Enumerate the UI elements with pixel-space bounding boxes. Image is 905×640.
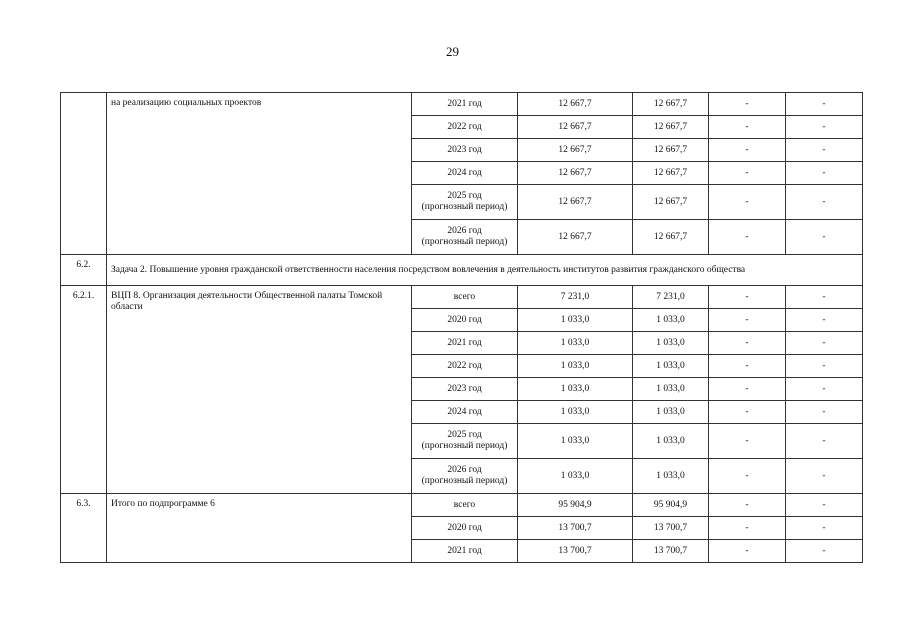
amount-total: 1 033,0 [518,355,633,378]
amount-other: - [786,355,863,378]
amount-total: 13 700,7 [518,540,633,563]
amount-total: 1 033,0 [518,459,633,494]
amount-total: 12 667,7 [518,162,633,185]
amount-federal: - [709,93,786,116]
period-cell [412,494,518,517]
period-year: 2022 год [447,360,482,371]
table-row [61,494,863,517]
item-name: на реализацию социальных проектов [107,93,412,255]
amount-other: - [786,185,863,220]
amount-federal: - [709,220,786,255]
amount-total: 1 033,0 [518,424,633,459]
period-note: (прогнозный период) [421,237,508,247]
item-name: ВЦП 8. Организация деятельности Общественной палаты Томской области [107,286,412,494]
amount-other: - [786,459,863,494]
amount-federal: - [709,286,786,309]
period-cell [412,185,518,220]
amount-regional: 12 667,7 [633,93,709,116]
page-number: 29 [446,44,459,59]
budget-table [60,92,863,563]
amount-regional: 7 231,0 [633,286,709,309]
period-year: 2022 год [447,121,482,132]
period-year: 2021 год [447,98,482,109]
period-year: 2025 год [447,430,482,440]
row-number: 6.2.1. [61,286,107,494]
period-year: 2023 год [447,144,482,155]
amount-federal: - [709,540,786,563]
period-cell [412,116,518,139]
amount-other: - [786,309,863,332]
amount-other: - [786,517,863,540]
amount-federal: - [709,378,786,401]
amount-regional: 1 033,0 [633,459,709,494]
period-year: 2020 год [447,314,482,325]
period-year: 2026 год [447,465,482,475]
period-cell [412,378,518,401]
task-title: Задача 2. Повышение уровня гражданской ответственности населения посредством вовлечения в деятельность институтов развития гражданского общества [107,255,863,286]
amount-total: 1 033,0 [518,309,633,332]
row-number: 6.2. [61,255,107,286]
amount-total: 1 033,0 [518,401,633,424]
period-year: 2023 год [447,383,482,394]
amount-other: - [786,286,863,309]
period-year: 2020 год [447,522,482,533]
period-cell [412,424,518,459]
period-year: 2021 год [447,545,482,556]
amount-total: 12 667,7 [518,185,633,220]
amount-federal: - [709,162,786,185]
period-cell [412,162,518,185]
amount-regional: 12 667,7 [633,162,709,185]
period-cell [412,332,518,355]
amount-regional: 1 033,0 [633,378,709,401]
amount-other: - [786,162,863,185]
amount-total: 1 033,0 [518,378,633,401]
amount-federal: - [709,309,786,332]
amount-federal: - [709,116,786,139]
row-number [61,93,107,255]
amount-federal: - [709,459,786,494]
amount-federal: - [709,424,786,459]
period-cell [412,286,518,309]
amount-federal: - [709,401,786,424]
amount-total: 12 667,7 [518,116,633,139]
amount-other: - [786,220,863,255]
amount-regional: 12 667,7 [633,185,709,220]
period-cell [412,220,518,255]
amount-total: 13 700,7 [518,517,633,540]
period-cell [412,517,518,540]
amount-total: 12 667,7 [518,93,633,116]
period-year: всего [453,291,476,302]
period-cell [412,139,518,162]
table-row [61,286,863,309]
amount-regional: 13 700,7 [633,540,709,563]
amount-regional: 13 700,7 [633,517,709,540]
amount-other: - [786,378,863,401]
period-note: (прогнозный период) [421,202,508,212]
amount-federal: - [709,355,786,378]
amount-regional: 1 033,0 [633,309,709,332]
amount-other: - [786,494,863,517]
amount-regional: 1 033,0 [633,355,709,378]
amount-regional: 1 033,0 [633,401,709,424]
period-year: 2021 год [447,337,482,348]
period-year: 2024 год [447,167,482,178]
period-note: (прогнозный период) [421,441,508,451]
task-row [61,255,863,286]
amount-regional: 1 033,0 [633,332,709,355]
amount-other: - [786,332,863,355]
period-cell [412,309,518,332]
period-cell [412,93,518,116]
amount-federal: - [709,332,786,355]
amount-federal: - [709,185,786,220]
amount-other: - [786,424,863,459]
row-number: 6.3. [61,494,107,563]
table-body [61,93,863,563]
amount-total: 1 033,0 [518,332,633,355]
amount-regional: 95 904,9 [633,494,709,517]
amount-other: - [786,139,863,162]
amount-regional: 12 667,7 [633,116,709,139]
period-year: 2025 год [447,191,482,201]
amount-federal: - [709,494,786,517]
amount-federal: - [709,517,786,540]
amount-regional: 1 033,0 [633,424,709,459]
period-cell [412,459,518,494]
period-cell [412,355,518,378]
amount-other: - [786,93,863,116]
amount-other: - [786,401,863,424]
table-row [61,93,863,116]
item-name: Итого по подпрограмме 6 [107,494,412,563]
period-year: всего [453,499,476,510]
amount-total: 95 904,9 [518,494,633,517]
amount-federal: - [709,139,786,162]
amount-total: 12 667,7 [518,220,633,255]
amount-regional: 12 667,7 [633,220,709,255]
period-note: (прогнозный период) [421,476,508,486]
amount-total: 12 667,7 [518,139,633,162]
period-year: 2026 год [447,226,482,236]
amount-other: - [786,116,863,139]
period-cell [412,401,518,424]
amount-regional: 12 667,7 [633,139,709,162]
amount-total: 7 231,0 [518,286,633,309]
period-cell [412,540,518,563]
amount-other: - [786,540,863,563]
period-year: 2024 год [447,406,482,417]
